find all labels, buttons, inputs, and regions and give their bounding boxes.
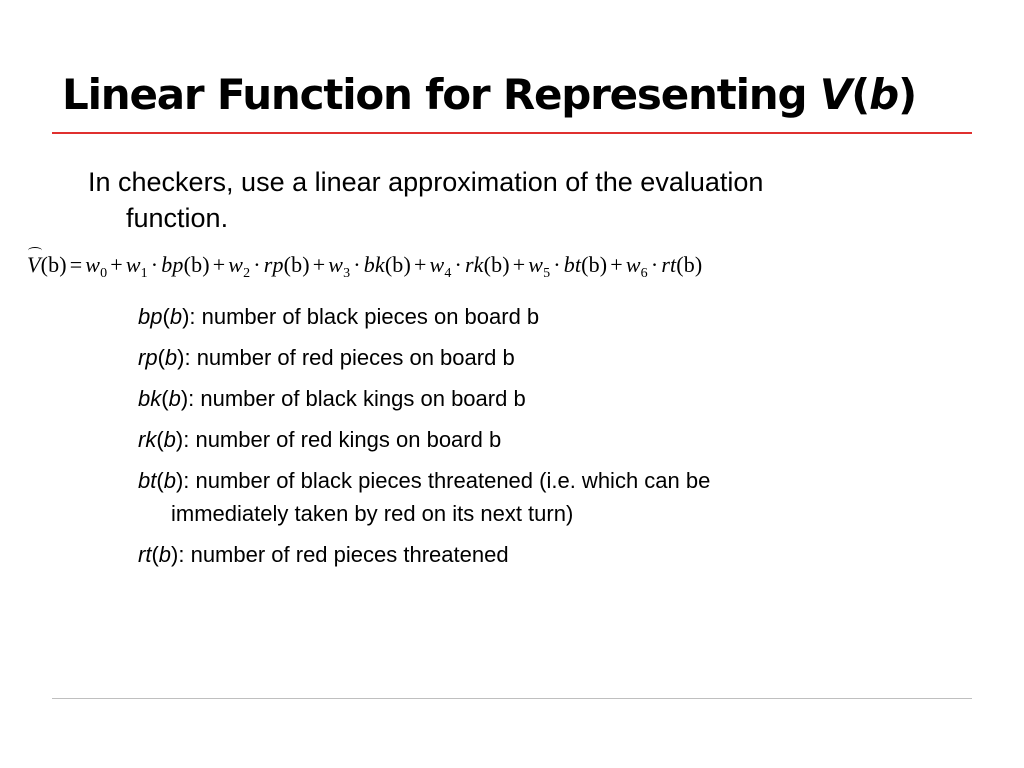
definition-open-paren: ( <box>156 427 164 452</box>
formula-lhs-arg: (b) <box>40 252 67 277</box>
definition-item <box>138 538 898 571</box>
definition-continuation: immediately taken by red on its next turn) <box>171 501 574 526</box>
formula-feature-arg: (b) <box>581 252 608 277</box>
formula-plus: + <box>512 252 526 277</box>
title-function-name: V <box>819 70 852 119</box>
formula-feature: rk <box>464 252 484 277</box>
definition-close-paren: ) <box>182 304 190 329</box>
formula-dot: · <box>650 252 659 277</box>
definition-function: bp <box>138 304 163 329</box>
formula-terms <box>107 252 703 281</box>
formula-dot: · <box>553 252 561 277</box>
title-function-arg: b <box>869 70 898 119</box>
formula-dot: · <box>454 252 462 277</box>
formula-feature-arg: (b) <box>676 252 703 277</box>
formula-feature: bp <box>161 252 184 277</box>
definition-function: bk <box>138 386 162 411</box>
definition-function: bt <box>138 468 157 493</box>
formula-weight: w <box>528 252 544 277</box>
definition-text: : number of black pieces on board b <box>189 304 540 329</box>
definition-text: : number of red pieces threatened <box>178 542 509 567</box>
formula-dot: · <box>353 252 361 277</box>
formula-weight-sub: 1 <box>140 266 148 281</box>
formula-weight-sub: 3 <box>343 266 351 281</box>
title-divider <box>52 132 972 134</box>
definition-open-paren: ( <box>151 542 159 567</box>
definition-item <box>138 464 898 530</box>
definition-open-paren: ( <box>156 468 164 493</box>
definition-open-paren: ( <box>161 386 169 411</box>
formula-lhs-v-hat: V <box>27 245 41 285</box>
formula-equals: = <box>69 252 83 277</box>
formula-plus: + <box>212 252 226 277</box>
formula-weight: w <box>625 252 641 277</box>
formula-weight-sub: 5 <box>543 266 551 281</box>
formula-weight: w <box>429 252 445 277</box>
formula-weight-sub: 4 <box>444 266 452 281</box>
definition-text: : number of red kings on board b <box>183 427 502 452</box>
definition-arg: b <box>158 542 172 567</box>
formula-plus: + <box>610 252 623 277</box>
formula-dot: · <box>150 252 159 277</box>
definition-arg: b <box>163 427 176 452</box>
formula-weight-sub: 2 <box>243 266 251 281</box>
definition-close-paren: ) <box>171 542 179 567</box>
definition-close-paren: ) <box>177 345 185 370</box>
formula-feature-arg: (b) <box>283 252 310 277</box>
definition-function: rt <box>138 542 152 567</box>
definition-text: : number of red pieces on board b <box>184 345 515 370</box>
definition-text: : number of black kings on board b <box>188 386 526 411</box>
feature-definitions <box>138 300 898 579</box>
definition-arg: b <box>164 345 178 370</box>
formula-plus: + <box>312 252 326 277</box>
formula-w0: w <box>85 252 101 277</box>
title-text: Linear Function for Representing <box>62 70 820 119</box>
intro-line-2: function. <box>126 203 229 233</box>
formula-feature: bt <box>563 252 582 277</box>
title-open-paren: ( <box>851 70 870 119</box>
definition-item <box>138 300 898 333</box>
footer-divider <box>52 698 972 699</box>
definition-close-paren: ) <box>175 468 184 493</box>
formula-feature-arg: (b) <box>483 252 510 277</box>
definition-text: : number of black pieces threatened (i.e. which can be <box>183 468 711 493</box>
formula-plus: + <box>413 252 427 277</box>
definition-arg: b <box>169 304 183 329</box>
definition-item <box>138 341 898 374</box>
definition-function: rk <box>138 427 157 452</box>
formula-w0-sub: 0 <box>100 266 108 281</box>
intro-line-1: In checkers, use a linear approximation of the evaluation <box>88 167 764 197</box>
formula-weight: w <box>328 252 344 277</box>
definition-open-paren: ( <box>162 304 170 329</box>
definition-close-paren: ) <box>175 427 184 452</box>
formula-weight-sub: 6 <box>640 266 648 281</box>
formula-feature-arg: (b) <box>183 252 210 277</box>
formula-feature-arg: (b) <box>384 252 411 277</box>
definition-arg: b <box>168 386 181 411</box>
formula-weight: w <box>125 252 141 277</box>
formula-feature: bk <box>363 252 385 277</box>
formula-dot: · <box>253 252 261 277</box>
formula-plus: + <box>110 252 123 277</box>
definition-function: rp <box>138 345 158 370</box>
definition-arg: b <box>163 468 176 493</box>
definition-item <box>138 423 898 456</box>
definition-open-paren: ( <box>157 345 165 370</box>
title-close-paren: ) <box>897 70 916 119</box>
slide-title <box>62 66 916 124</box>
evaluation-formula <box>27 245 702 285</box>
definition-close-paren: ) <box>180 386 189 411</box>
intro-bullet <box>88 164 968 236</box>
formula-feature: rp <box>263 252 284 277</box>
formula-weight: w <box>228 252 244 277</box>
definition-item <box>138 382 898 415</box>
formula-feature: rt <box>661 252 677 277</box>
